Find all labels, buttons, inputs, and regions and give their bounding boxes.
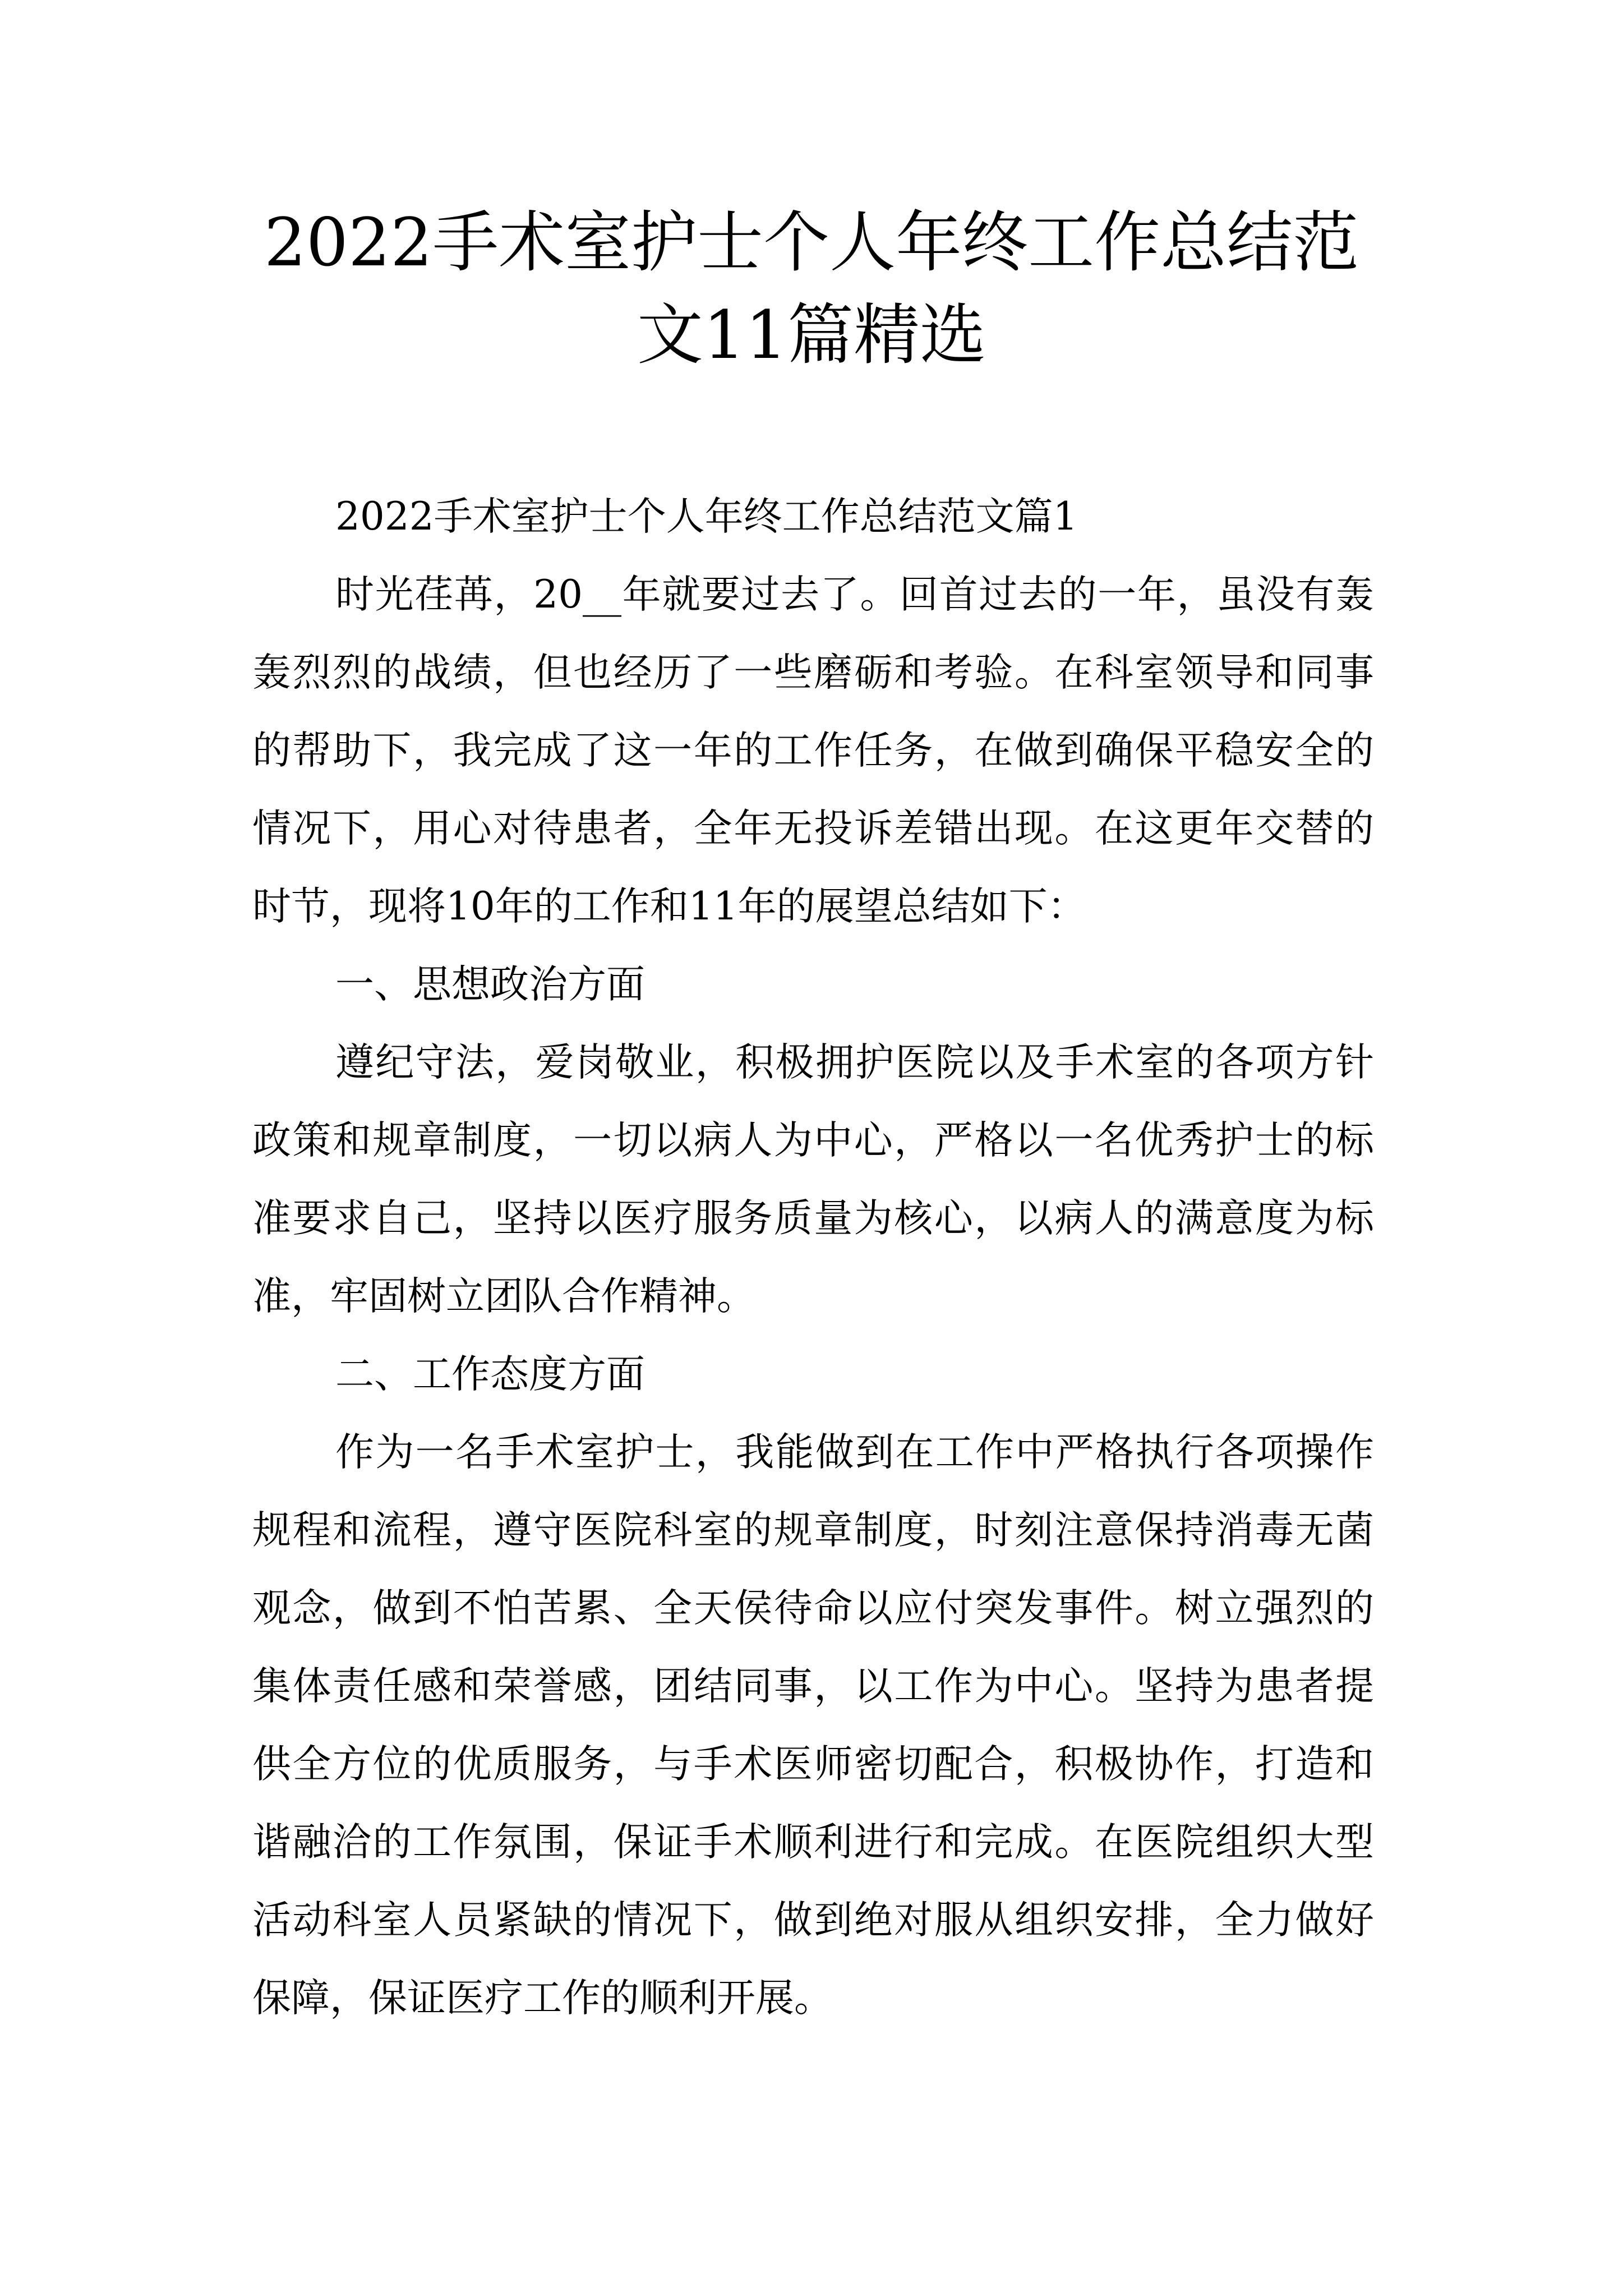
intro-paragraph: 时光荏苒，20__年就要过去了。回首过去的一年，虽没有轰轰烈烈的战绩，但也经历了一些磨砺和考验。在科室领导和同事的帮助下，我完成了这一年的工作任务，在做到确保平稳安全的情况下，用心对待患者，全年无投诉差错出现。在这更年交替的时节，现将10年的工作和11年的展望总结如下： <box>252 572 1374 929</box>
heading-political: 一、思想政治方面 <box>335 962 645 1007</box>
section-title: 2022手术室护士个人年终工作总结范文篇1 <box>335 494 1078 539</box>
document-body <box>252 478 1374 2037</box>
document-title: 2022手术室护士个人年终工作总结范文11篇精选 <box>264 204 1359 374</box>
political-paragraph: 遵纪守法，爱岗敬业，积极拥护医院以及手术室的各项方针政策和规章制度，一切以病人为中心，严格以一名优秀护士的标准要求自己，坚持以医疗服务质量为核心，以病人的满意度为标准，牢固树立团队合作精神。 <box>252 1040 1374 1319</box>
attitude-paragraph: 作为一名手术室护士，我能做到在工作中严格执行各项操作规程和流程，遵守医院科室的规章制度，时刻注意保持消毒无菌观念，做到不怕苦累、全天侯待命以应付突发事件。树立强烈的集体责任感和荣誉感，团结同事，以工作为中心。坚持为患者提供全方位的优质服务，与手术医师密切配合，积极协作，打造和谐融洽的工作氛围，保证手术顺利进行和完成。在医院组织大型活动科室人员紧缺的情况下，做到绝对服从组织安排，全力做好保障，保证医疗工作的顺利开展。 <box>252 1430 1374 2021</box>
heading-attitude: 二、工作态度方面 <box>335 1352 645 1397</box>
